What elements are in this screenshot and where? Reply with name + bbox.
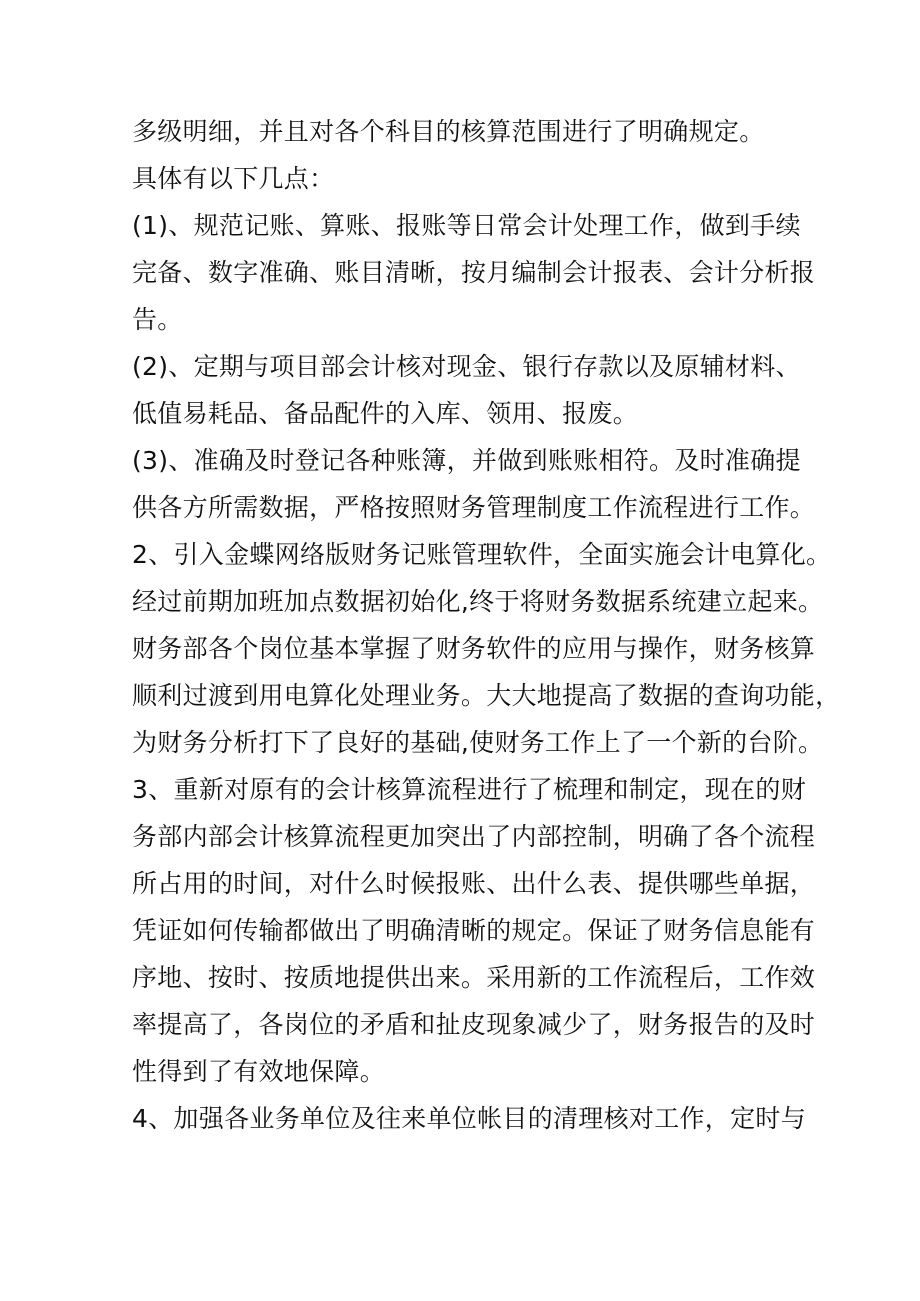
text-line: 多级明细，并且对各个科目的核算范围进行了明确规定。 xyxy=(132,117,765,146)
text-line: 低值易耗品、备品配件的入库、领用、报废。 xyxy=(132,399,639,428)
text-line: 顺利过渡到用电算化处理业务。大大地提高了数据的查询功能， xyxy=(132,681,841,710)
text-line: 具体有以下几点： xyxy=(132,164,335,193)
text-line: 3、重新对原有的会计核算流程进行了梳理和制定，现在的财 xyxy=(132,775,807,804)
text-line: 财务部各个岗位基本掌握了财务软件的应用与操作，财务核算 xyxy=(132,634,816,663)
text-line: (3)、准确及时登记各种账簿，并做到账账相符。及时准确提 xyxy=(132,446,801,475)
text-line: 序地、按时、按质地提供出来。采用新的工作流程后，工作效 xyxy=(132,963,816,992)
text-line: 供各方所需数据，严格按照财务管理制度工作流程进行工作。 xyxy=(132,493,816,522)
text-line: 告。 xyxy=(132,305,183,334)
text-line: 经过前期加班加点数据初始化,终于将财务数据系统建立起来。 xyxy=(132,587,824,616)
text-line: 凭证如何传输都做出了明确清晰的规定。保证了财务信息能有 xyxy=(132,916,816,945)
body-text xyxy=(132,108,841,1142)
text-line: (1)、规范记账、算账、报账等日常会计处理工作，做到手续 xyxy=(132,211,801,240)
text-line: (2)、定期与项目部会计核对现金、银行存款以及原辅材料、 xyxy=(132,352,801,381)
text-line: 为财务分析打下了良好的基础,使财务工作上了一个新的台阶。 xyxy=(132,728,824,757)
text-line: 率提高了，各岗位的矛盾和扯皮现象减少了，财务报告的及时 xyxy=(132,1010,816,1039)
text-line: 2、引入金蝶网络版财务记账管理软件，全面实施会计电算化。 xyxy=(132,540,832,569)
text-line: 4、加强各业务单位及往来单位帐目的清理核对工作，定时与 xyxy=(132,1104,807,1133)
text-line: 性得到了有效地保障。 xyxy=(132,1057,386,1086)
text-line: 完备、数字准确、账目清晰，按月编制会计报表、会计分析报 xyxy=(132,258,816,287)
text-line: 务部内部会计核算流程更加突出了内部控制，明确了各个流程 xyxy=(132,822,816,851)
text-line: 所占用的时间，对什么时候报账、出什么表、提供哪些单据， xyxy=(132,869,816,898)
